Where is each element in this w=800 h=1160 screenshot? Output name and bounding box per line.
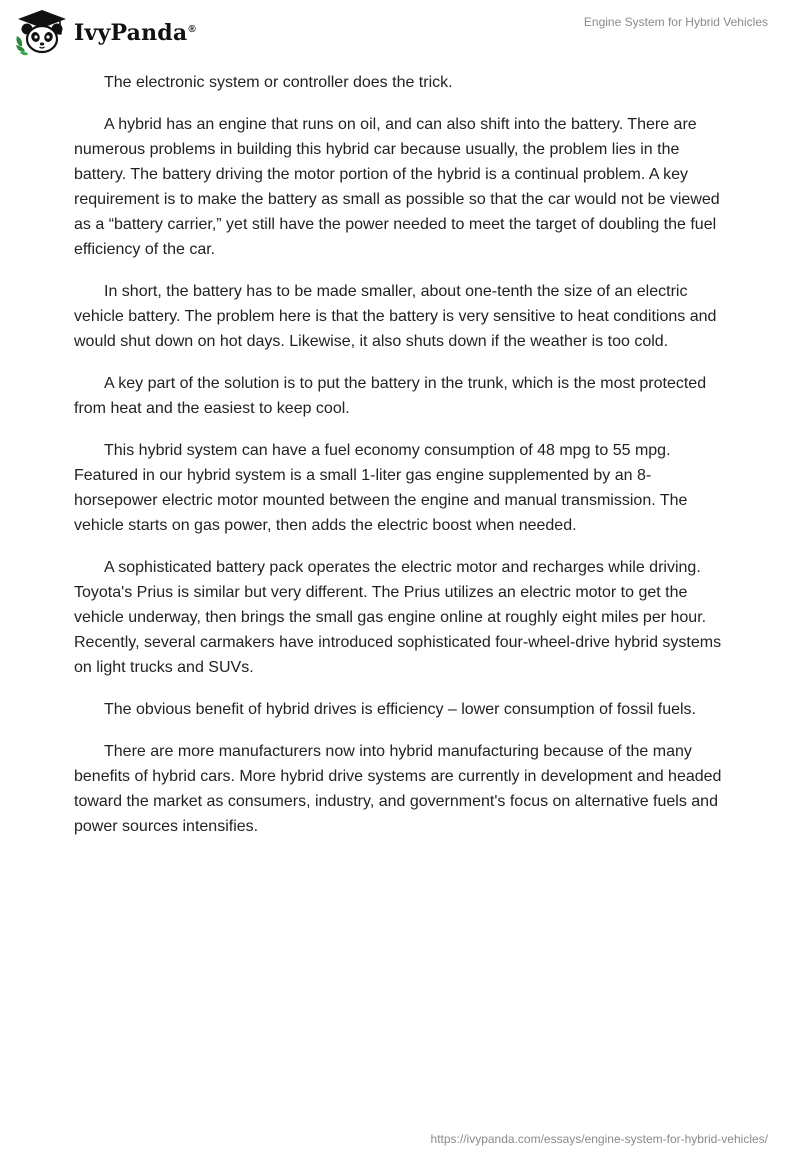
paragraph: The obvious benefit of hybrid drives is efficiency – lower consumption of fossil fuels. [104,701,696,718]
document-title: Engine System for Hybrid Vehicles [583,15,768,29]
brand-name: IvyPanda® [74,20,196,46]
source-url[interactable]: https://ivypanda.com/essays/engine-system-for-hybrid-vehicles/ [430,1132,768,1146]
page-header [0,0,800,64]
paragraph: A key part of the solution is to put the battery in the trunk, which is the most protected from heat and the easiest to keep cool. [74,375,707,417]
paragraph: The electronic system or controller does the trick. [104,74,453,91]
paragraph: There are more manufacturers now into hybrid manufacturing because of the many benefits of hybrid cars. More hybrid drive systems are currently in development and headed toward the market as consumers, industry, and government's focus on alternative fuels and power sources intensifies. [74,743,722,835]
paragraph: In short, the battery has to be made smaller, about one-tenth the size of an electric vehicle battery. The problem here is that the battery is very sensitive to heat conditions and would shut down on hot days. Likewise, it also shuts down if the weather is too cold. [74,283,717,350]
paragraph: A hybrid has an engine that runs on oil, and can also shift into the battery. There are numerous problems in building this hybrid car because usually, the problem lies in the battery. The battery driving the motor portion of the hybrid is a continual problem. A key requirement is to make the battery as small as possible so that the car would not be viewed as a “battery carrier,” yet still have the power needed to meet the target of doubling the fuel efficiency of the car. [74,116,720,258]
essay-body [74,70,730,856]
paragraph: A sophisticated battery pack operates the electric motor and recharges while driving. Toyota's Prius is similar but very different. The Prius utilizes an electric motor to get the vehicle underway, then brings the small gas engine online at roughly eight miles per hour. Recently, several carmakers have introduced sophisticated four-wheel-drive hybrid systems on light trucks and SUVs. [74,559,722,676]
ivypanda-logo[interactable] [14,8,196,56]
panda-graduate-icon [14,8,70,56]
paragraph: This hybrid system can have a fuel economy consumption of 48 mpg to 55 mpg. Featured in our hybrid system is a small 1-liter gas engine supplemented by an 8-horsepower electric motor mounted between the engine and manual transmission. The vehicle starts on gas power, then adds the electric boost when needed. [74,442,688,534]
registered-mark: ® [188,23,196,35]
